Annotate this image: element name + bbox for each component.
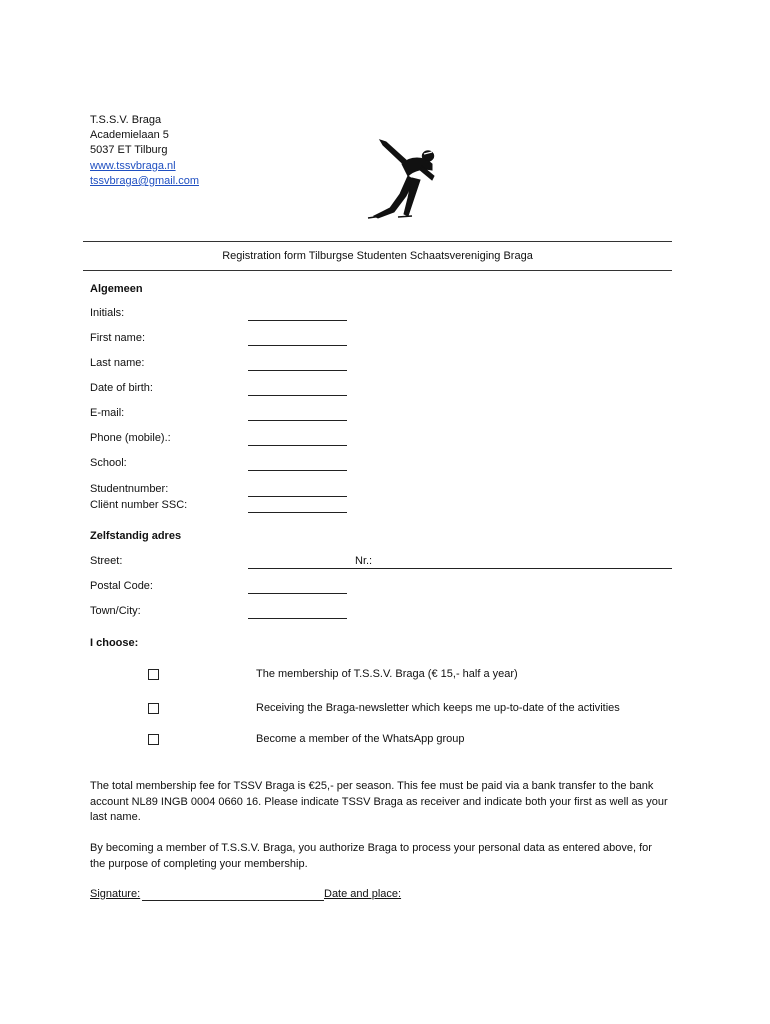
last-name-field[interactable]	[248, 370, 347, 371]
last-name-label: Last name:	[90, 357, 145, 369]
street-field[interactable]	[248, 568, 672, 569]
membership-checkbox[interactable]	[148, 669, 159, 680]
client-number-label: Cliënt number SSC:	[90, 499, 188, 511]
signature-label: Signature:	[90, 888, 141, 900]
club-name: T.S.S.V. Braga	[90, 114, 162, 126]
email-field[interactable]	[248, 420, 347, 421]
postal-code-label: Postal Code:	[90, 580, 153, 592]
address-city: 5037 ET Tilburg	[90, 144, 168, 156]
date-of-birth-field[interactable]	[248, 395, 347, 396]
house-number-label: Nr.:	[355, 555, 373, 567]
whatsapp-checkbox[interactable]	[148, 734, 159, 745]
newsletter-option-label: Receiving the Braga-newsletter which keeps me up-to-date of the activities	[256, 702, 620, 714]
date-of-birth-label: Date of birth:	[90, 382, 153, 394]
first-name-field[interactable]	[248, 345, 347, 346]
client-number-field[interactable]	[248, 512, 347, 513]
studentnumber-field[interactable]	[248, 496, 347, 497]
fee-paragraph: The total membership fee for TSSV Braga is €25,- per season. This fee must be paid via a bank transfer to the bank account NL89 INGB 0004 0660 16. Please indicate TSSV Braga as receiver and indicate both your first as well as your last name.	[90, 780, 668, 823]
general-heading: Algemeen	[90, 283, 143, 295]
phone-label: Phone (mobile).:	[90, 432, 171, 444]
divider-bottom	[83, 270, 672, 271]
consent-paragraph: By becoming a member of T.S.S.V. Braga, you authorize Braga to process your personal data as entered above, for the purpose of completing your membership.	[90, 842, 652, 870]
school-field[interactable]	[248, 470, 347, 471]
city-field[interactable]	[248, 618, 347, 619]
email-label: E-mail:	[90, 407, 125, 419]
membership-option-label: The membership of T.S.S.V. Braga (€ 15,- half a year)	[256, 668, 518, 680]
divider-top	[83, 241, 672, 242]
street-label: Street:	[90, 555, 123, 567]
speed-skater-icon	[362, 136, 444, 222]
email-link[interactable]: tssvbraga@gmail.com	[90, 175, 199, 187]
school-label: School:	[90, 457, 127, 469]
postal-code-field[interactable]	[248, 593, 347, 594]
whatsapp-option-label: Become a member of the WhatsApp group	[256, 733, 465, 745]
city-label: Town/City:	[90, 605, 141, 617]
address-heading: Zelfstandig adres	[90, 530, 182, 542]
phone-field[interactable]	[248, 445, 347, 446]
signature-field[interactable]	[142, 900, 324, 901]
date-place-label: Date and place:	[324, 888, 402, 900]
initials-field[interactable]	[248, 320, 347, 321]
studentnumber-label: Studentnumber:	[90, 483, 169, 495]
first-name-label: First name:	[90, 332, 146, 344]
address-street: Academielaan 5	[90, 129, 169, 141]
newsletter-checkbox[interactable]	[148, 703, 159, 714]
website-link[interactable]: www.tssvbraga.nl	[90, 160, 176, 172]
choose-heading: I choose:	[90, 637, 139, 649]
initials-label: Initials:	[90, 307, 125, 319]
form-title: Registration form Tilburgse Studenten Schaatsvereniging Braga	[222, 250, 533, 262]
